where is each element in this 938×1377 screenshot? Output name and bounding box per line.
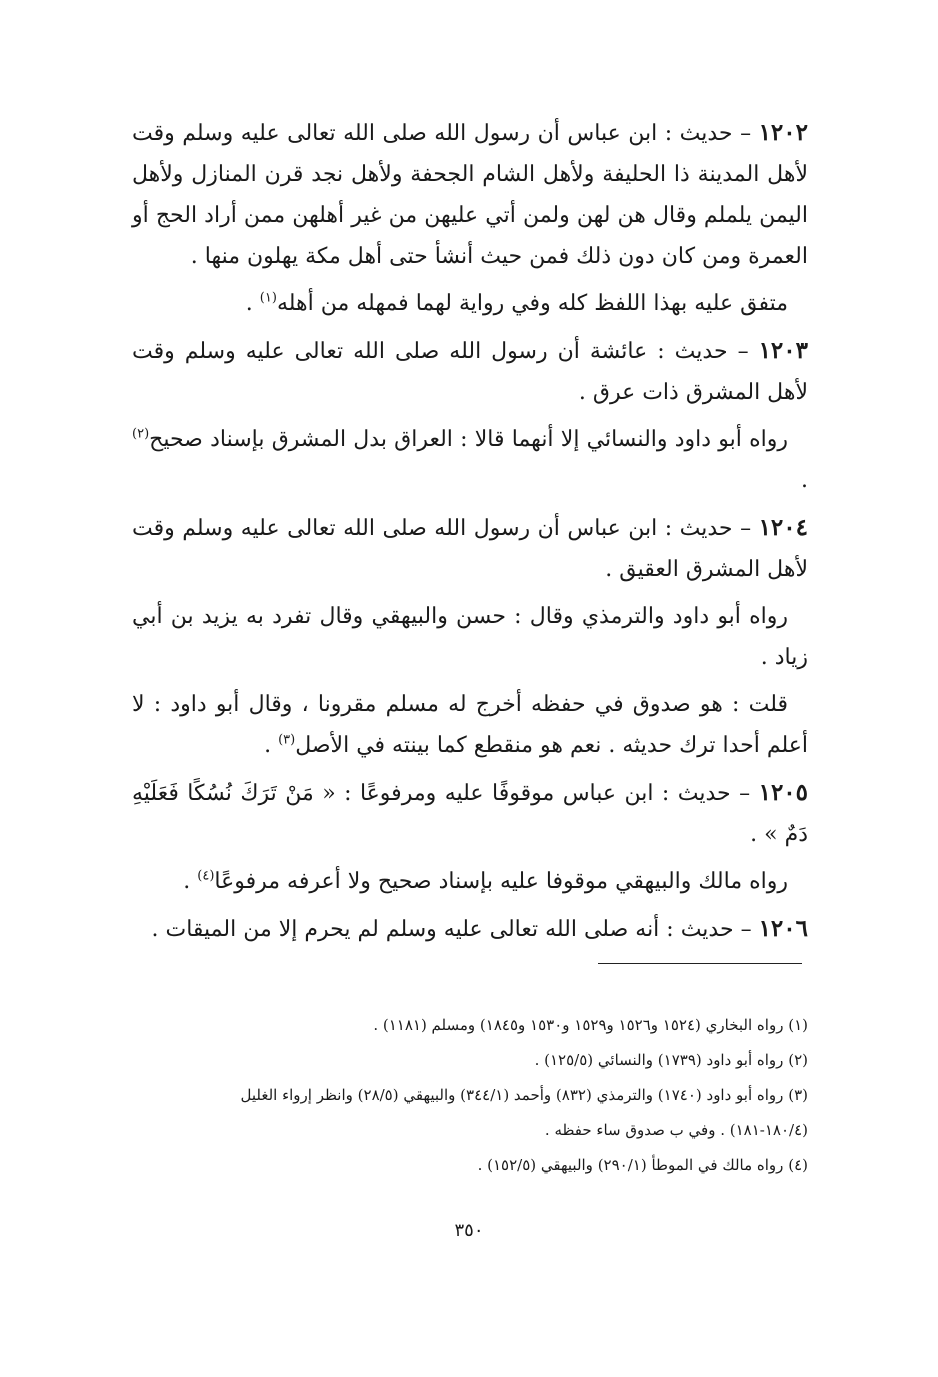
footnote-reference: (١)	[259, 290, 277, 306]
footnote-entry	[132, 1148, 808, 1183]
hadith-dash: –	[740, 516, 752, 541]
footnote-divider	[598, 963, 802, 964]
footnote-entry	[132, 1078, 808, 1148]
commentary-end: .	[245, 291, 260, 316]
hadith-number: ١٢٠٢	[758, 119, 808, 146]
hadith-entry	[132, 772, 808, 855]
main-text-body	[132, 112, 808, 956]
hadith-number: ١٢٠٥	[758, 779, 809, 806]
hadith-text: حديث : ابن عباس أن رسول الله صلى الله تعالى عليه وسلم وقت لأهل المدينة ذا الحليفة ولأهل الشام الجحفة ولأهل نجد قرن المنازل ولأهل اليمن يلملم وقال هن لهن ولمن أتي عليهن من غير أهلهن ممن أراد الحج أو العمرة ومن كان دون ذلك فمن حيث أنشأ حتى أهل مكة يهلون منها .	[132, 121, 808, 269]
commentary-text: رواه مالك والبيهقي موقوفا عليه بإسناد صحيح ولا أعرفه مرفوعًا	[214, 869, 788, 894]
footnote-text: رواه مالك في الموطأ (٢٩٠/١) والبيهقي (١٥٢/٥) .	[477, 1156, 784, 1174]
hadith-dash: –	[740, 121, 752, 146]
hadith-text: حديث : عائشة أن رسول الله صلى الله تعالى عليه وسلم وقت لأهل المشرق ذات عرق .	[132, 339, 808, 405]
hadith-number: ١٢٠٤	[758, 514, 808, 541]
hadith-number: ١٢٠٦	[758, 915, 808, 942]
hadith-dash: –	[740, 917, 752, 942]
hadith-dash: –	[739, 781, 751, 806]
hadith-text: حديث : أنه صلى الله تعالى عليه وسلم لم يحرم إلا من الميقات .	[151, 917, 734, 942]
commentary-text: رواه أبو داود والترمذي وقال : حسن والبيهقي وقال تفرد به يزيد بن أبي زياد .	[132, 604, 808, 670]
footnote-entry	[132, 1008, 808, 1043]
commentary-text: متفق عليه بهذا اللفظ كله وفي رواية لهما فمهله من أهله	[276, 291, 788, 316]
commentary-end: .	[183, 869, 198, 894]
page-number: ٣٥٠	[454, 1220, 484, 1241]
hadith-entry	[132, 330, 808, 413]
footnote-entry	[132, 1043, 808, 1078]
footnote-continuation: (١٨٠/٤-١٨١) . وفي ب صدوق ساء حفظه .	[544, 1121, 808, 1139]
hadith-entry	[132, 112, 808, 277]
hadith-commentary	[132, 596, 808, 678]
hadith-commentary	[132, 861, 808, 902]
hadith-number: ١٢٠٣	[758, 337, 808, 364]
footnote-number: (٢)	[788, 1051, 808, 1069]
footnote-number: (١)	[788, 1016, 808, 1034]
footnotes-section	[132, 1008, 808, 1183]
hadith-text: حديث : ابن عباس موقوفًا عليه ومرفوعًا : « مَنْ تَرَكَ نُسُكًا فَعَلَيْهِ دَمٌ » .	[132, 781, 808, 847]
commentary-end: .	[264, 733, 279, 758]
hadith-dash: –	[737, 339, 749, 364]
footnote-reference: (٤)	[197, 868, 215, 884]
footnote-text: رواه أبو داود (١٧٣٩) والنسائي (١٢٥/٥) .	[534, 1051, 784, 1069]
hadith-commentary	[132, 283, 808, 324]
hadith-text: حديث : ابن عباس أن رسول الله صلى الله تعالى عليه وسلم وقت لأهل المشرق العقيق .	[132, 516, 808, 582]
footnote-number: (٣)	[788, 1086, 808, 1104]
commentary-end: .	[801, 468, 808, 493]
footnote-number: (٤)	[788, 1156, 808, 1174]
hadith-commentary	[132, 684, 808, 766]
commentary-text: رواه أبو داود والنسائي إلا أنهما قالا : العراق بدل المشرق بإسناد صحيح	[149, 427, 788, 452]
footnote-reference: (٢)	[132, 426, 150, 442]
footnote-reference: (٣)	[278, 732, 296, 748]
footnote-text: رواه البخاري (١٥٢٤ و١٥٢٦ و١٥٢٩ و١٥٣٠ و١٨٤٥) ومسلم (١١٨١) .	[373, 1016, 784, 1034]
footnote-text: رواه أبو داود (١٧٤٠) والترمذي (٨٣٢) وأحمد (٣٤٤/١) والبيهقي (٢٨/٥) وانظر إرواء الغليل	[240, 1086, 784, 1104]
commentary-text: قلت : هو صدوق في حفظه أخرج له مسلم مقرونا ، وقال أبو داود : لا أعلم أحدا ترك حديثه . نعم هو منقطع كما بينته في الأصل	[132, 692, 808, 758]
hadith-entry	[132, 507, 808, 590]
hadith-entry	[132, 908, 808, 950]
hadith-commentary	[132, 419, 808, 501]
